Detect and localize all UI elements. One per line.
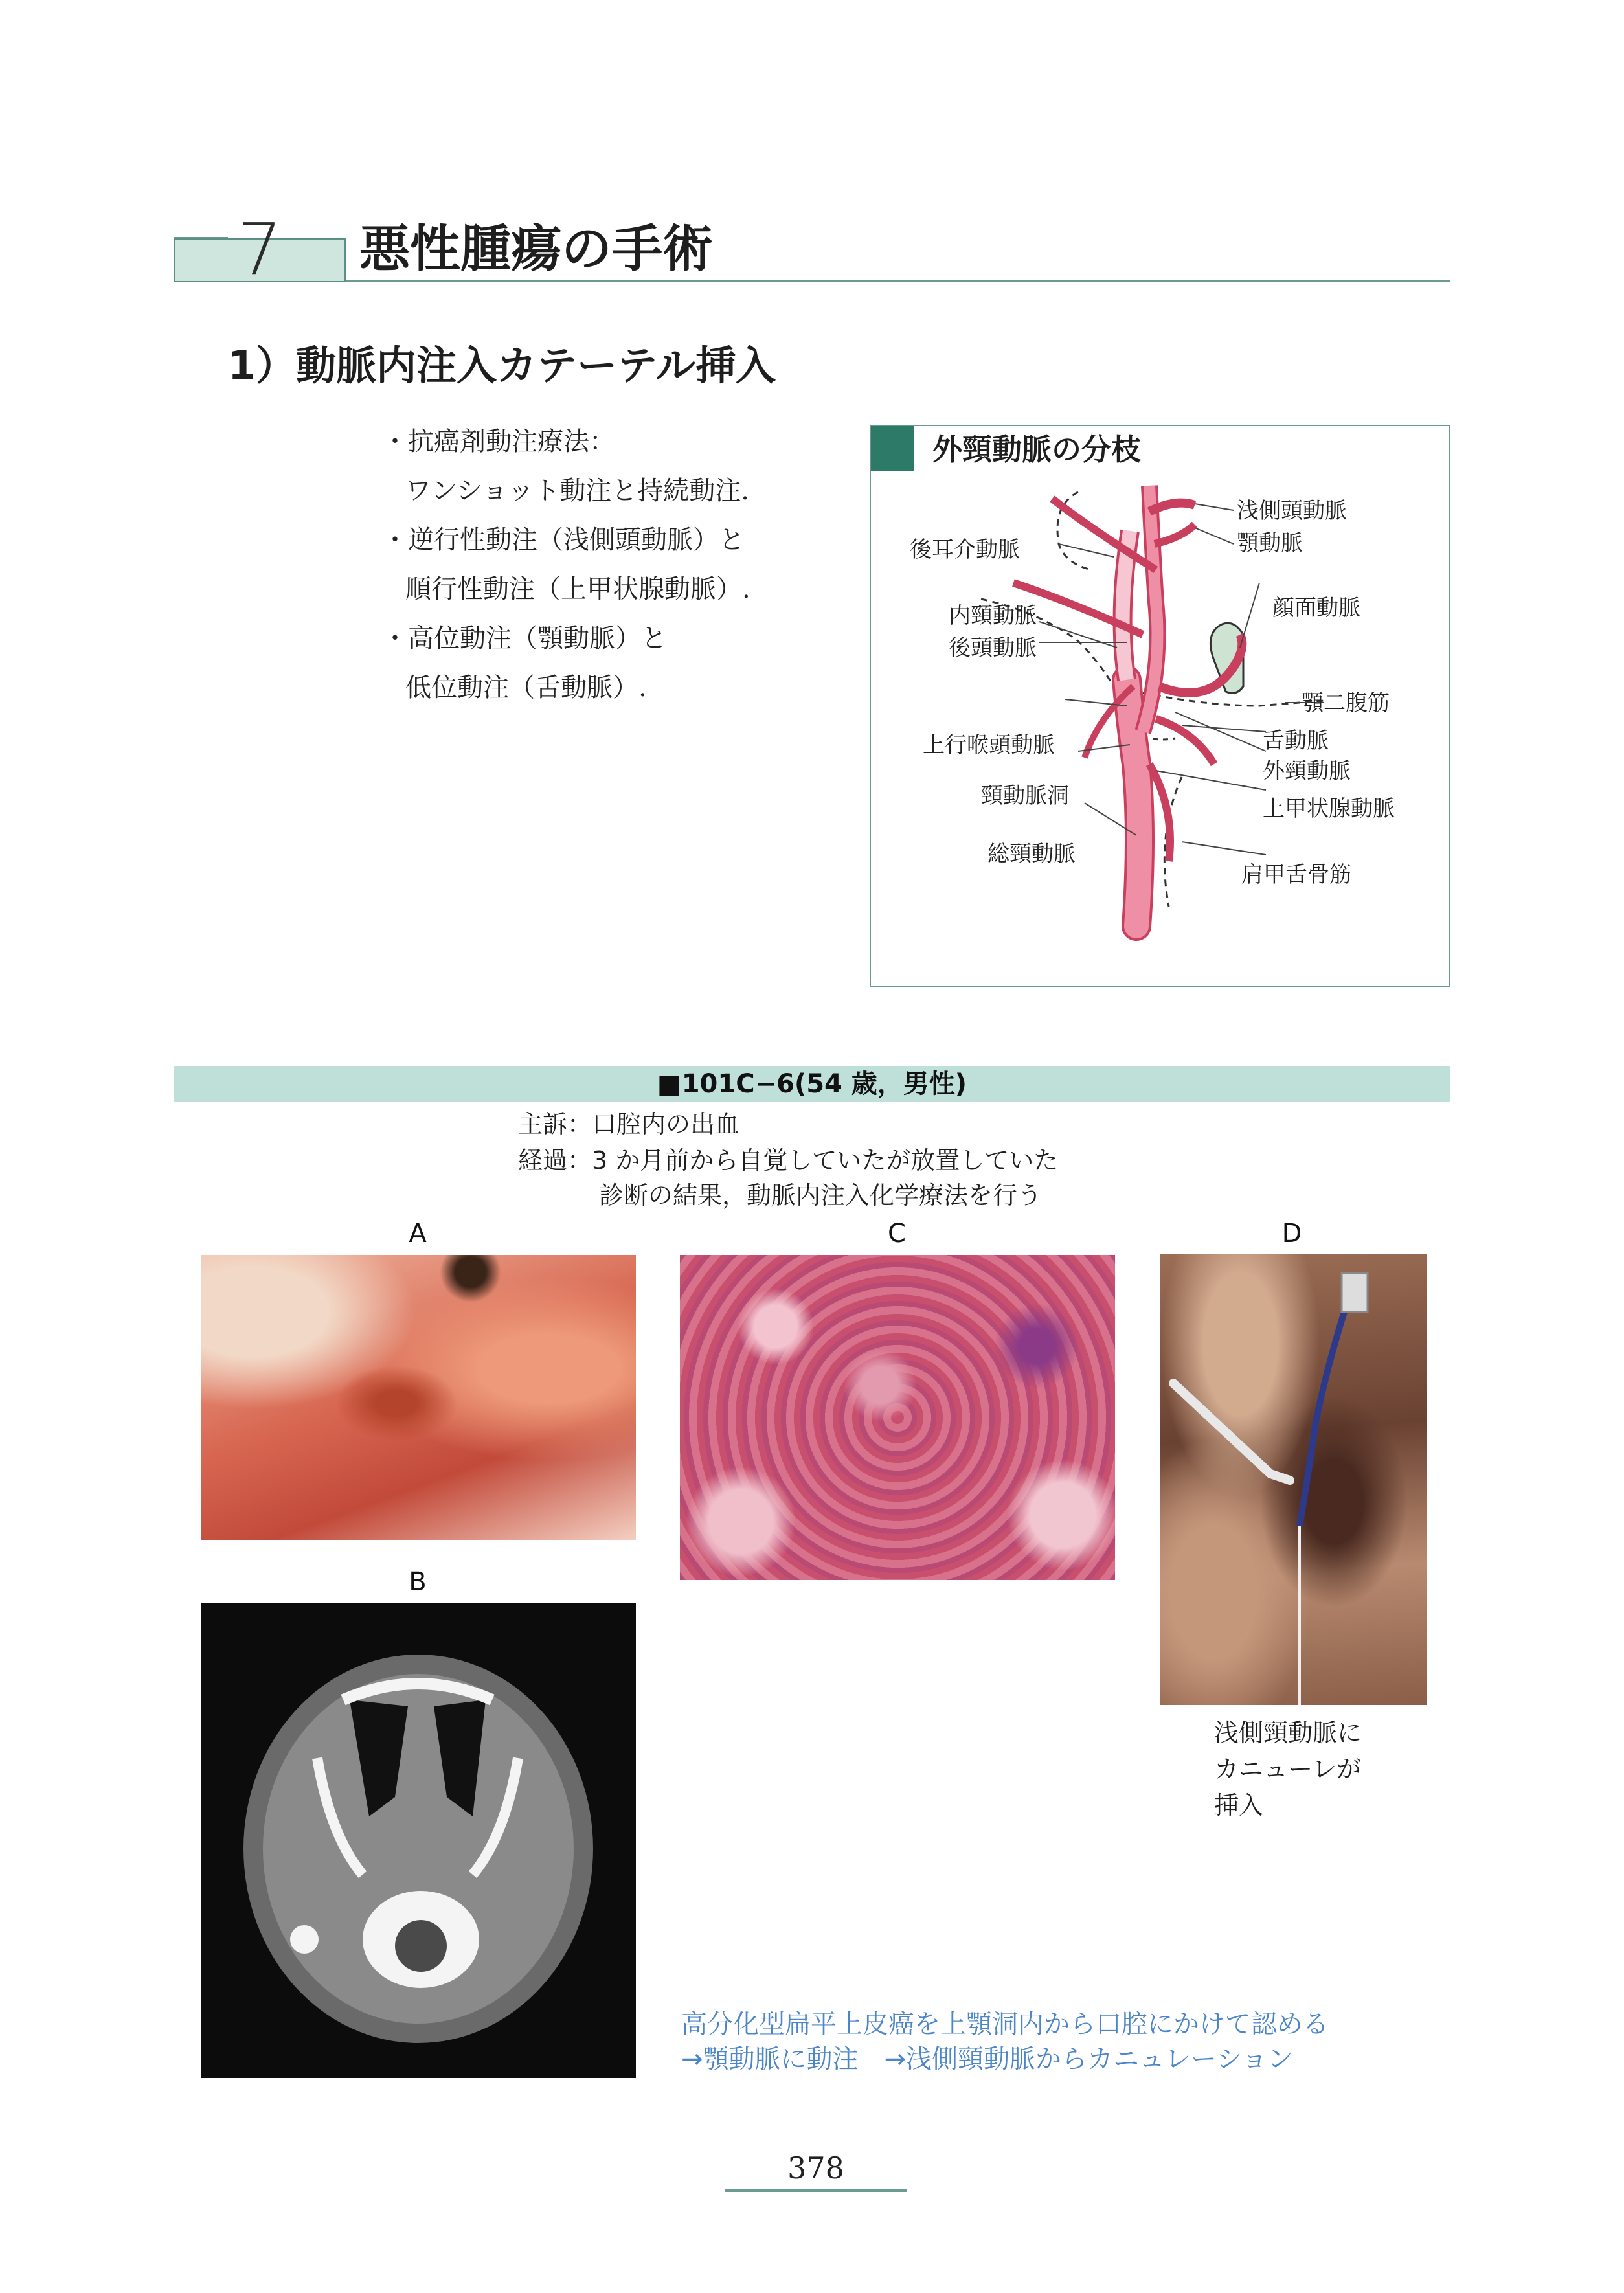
- ct-spinal-canal: [395, 1920, 447, 1972]
- section-title: 1）動脈内注入カテーテル挿入: [228, 342, 776, 389]
- label-common-carotid: 総頸動脈: [987, 841, 1076, 867]
- label-ascending-pharyngeal: 上行喉頭動脈: [923, 732, 1055, 758]
- catheter-hub: [1342, 1273, 1368, 1312]
- diagram-title: 外頸動脈の分枝: [932, 432, 1141, 467]
- findings-line1: 高分化型扁平上皮癌を上顎洞内から口腔にかけて認める: [681, 2009, 1329, 2039]
- oral-lesion-photo: [201, 1255, 636, 1540]
- label-maxillary: 顎動脈: [1237, 530, 1303, 556]
- maxillary-branch: [1155, 525, 1195, 544]
- figure-label-d: D: [1281, 1219, 1302, 1248]
- ct-scan-drawing: [201, 1603, 636, 2078]
- cannulation-overlay: [1160, 1254, 1427, 1705]
- forceps: [1173, 1383, 1290, 1480]
- catheter-tube: [1300, 1280, 1355, 1526]
- bullet-3-line2: 低位動注（舌動脈）.: [405, 673, 647, 703]
- bullet-3-line1: ・高位動注（顎動脈）と: [382, 624, 667, 653]
- chapter-number: 7: [237, 208, 282, 291]
- figure-label-a: A: [409, 1219, 427, 1248]
- figure-d-caption: [1214, 1715, 1362, 1824]
- carotid-artery-diagram: [871, 473, 1449, 984]
- page-number: 378: [787, 2151, 844, 2186]
- bullet-1-line1: ・抗癌剤動注療法：: [382, 427, 615, 457]
- posterior-auricular-branch: [1052, 499, 1156, 570]
- chapter-title: 悪性腫瘍の手術: [359, 220, 714, 278]
- label-lingual: 舌動脈: [1263, 728, 1329, 754]
- case-course-line1: 経過：3 か月前から自覚していたが放置していた: [518, 1146, 1059, 1175]
- case-complaint: 主訴：口腔内の出血: [518, 1110, 740, 1138]
- diagram-title-marker: [871, 426, 914, 471]
- case-title: ■101C−6(54 歳，男性): [657, 1069, 967, 1099]
- label-external-carotid: 外頸動脈: [1263, 758, 1351, 784]
- figure-d-caption-line2: カニューレが: [1214, 1755, 1362, 1783]
- label-digastric: 顎二腹筋: [1302, 690, 1390, 716]
- histology-photo: [680, 1255, 1115, 1580]
- figure-label-b: B: [409, 1567, 427, 1597]
- label-omohyoid: 肩甲舌骨筋: [1241, 862, 1351, 888]
- figure-label-c: C: [888, 1219, 906, 1248]
- bullet-2-line2: 順行性動注（上甲状腺動脈）.: [405, 574, 750, 604]
- label-superior-thyroid: 上甲状腺動脈: [1263, 796, 1395, 822]
- page-number-rule: [725, 2189, 907, 2192]
- label-occipital: 後頭動脈: [949, 635, 1037, 661]
- common-carotid-artery-fill: [1127, 680, 1140, 926]
- figure-d-caption-line3: 挿入: [1214, 1791, 1264, 1820]
- superficial-temporal-branch: [1149, 503, 1195, 512]
- bullet-2-line1: ・逆行性動注（浅側頭動脈）と: [382, 525, 745, 555]
- ct-scan-image: [201, 1603, 636, 2078]
- findings-line2: →顎動脈に動注 →浅側頸動脈からカニュレーション: [681, 2044, 1294, 2074]
- label-facial: 顔面動脈: [1272, 595, 1360, 621]
- cannulation-photo: [1160, 1254, 1427, 1705]
- figure-d-caption-line1: 浅側頸動脈に: [1214, 1719, 1362, 1747]
- label-carotid-sinus: 頸動脈洞: [981, 783, 1069, 809]
- chapter-rule: [346, 280, 1450, 282]
- bullet-1-line2: ワンショット動注と持続動注.: [405, 476, 749, 506]
- label-superficial-temporal: 浅側頭動脈: [1237, 498, 1347, 524]
- case-course-line2: 診断の結果，動脈内注入化学療法を行う: [599, 1181, 1043, 1210]
- label-posterior-auricular: 後耳介動脈: [910, 537, 1020, 563]
- ct-bone-fragment: [290, 1925, 319, 1954]
- label-internal-carotid: 内頸動脈: [949, 603, 1037, 629]
